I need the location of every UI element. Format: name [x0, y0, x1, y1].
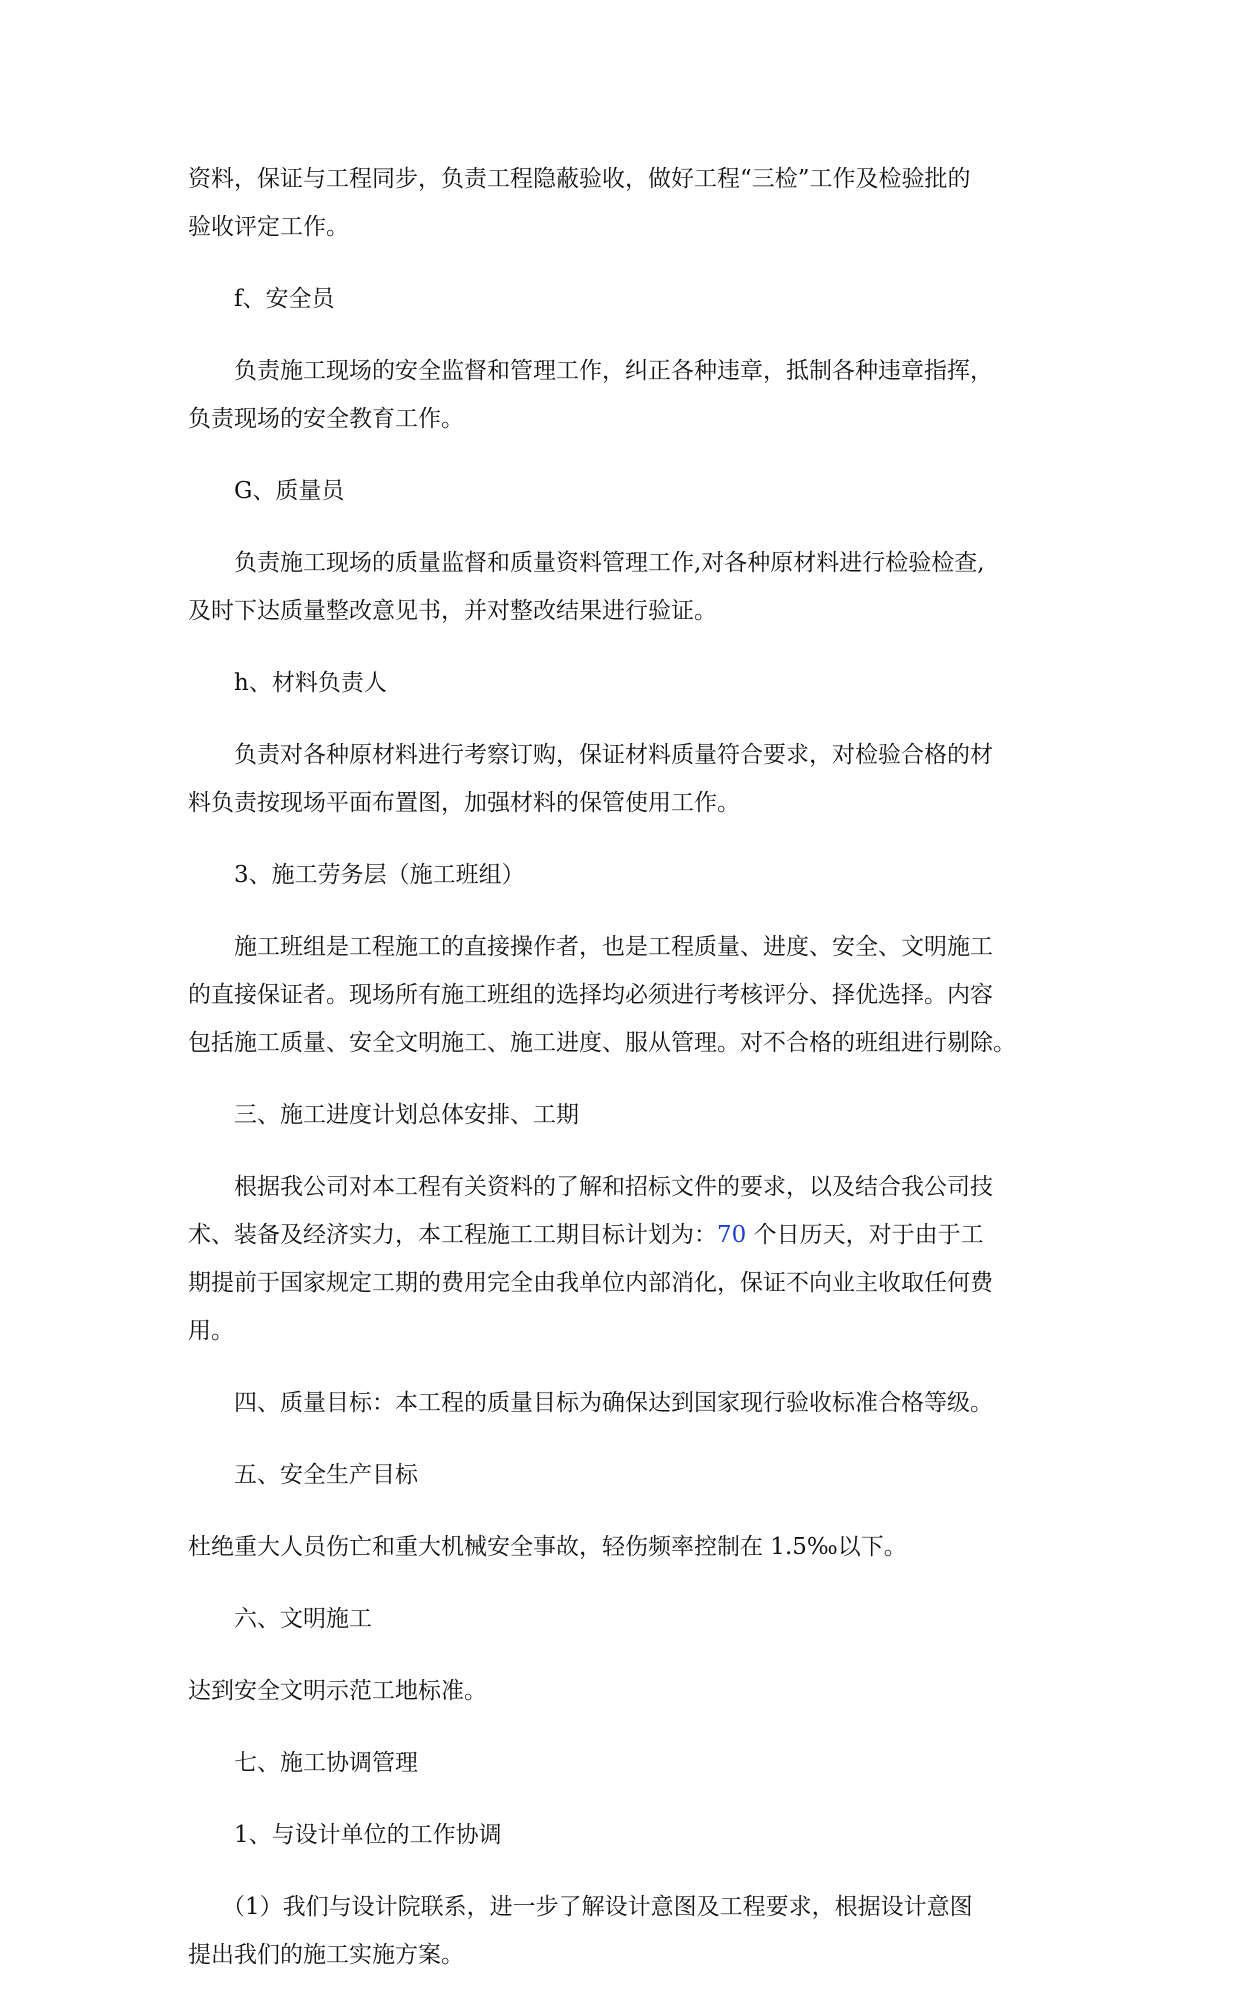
paragraph-inspection	[188, 155, 1050, 251]
heading-safety-officer: f、安全员	[234, 286, 335, 312]
text-line: （1）我们与设计院联系，进一步了解设计意图及工程要求，根据设计意图	[222, 1894, 973, 1920]
text-line: 验收评定工作。	[188, 214, 349, 240]
text-line: 提出我们的施工实施方案。	[188, 1942, 464, 1968]
paragraph-labor-layer	[188, 923, 1050, 1067]
text-line: 杜绝重大人员伤亡和重大机械安全事故，轻伤频率控制在 1.5‰以下。	[188, 1534, 907, 1560]
heading-labor-layer: 3、施工劳务层（施工班组）	[234, 862, 525, 888]
text-segment: 个日历天，对于由于工	[753, 1222, 984, 1248]
text-line: 负责现场的安全教育工作。	[188, 406, 464, 432]
text-line: 的直接保证者。现场所有施工班组的选择均必须进行考核评分、择优选择。内容	[188, 982, 993, 1008]
paragraph-design-coordination	[188, 1883, 1050, 1979]
text-line: 料负责按现场平面布置图，加强材料的保管使用工作。	[188, 790, 740, 816]
text-line: 包括施工质量、安全文明施工、施工进度、服从管理。对不合格的班组进行剔除。	[188, 1030, 1016, 1056]
text-line: 负责对各种原材料进行考察订购，保证材料质量符合要求，对检验合格的材	[234, 742, 993, 768]
text-line: 达到安全文明示范工地标准。	[188, 1678, 487, 1704]
heading-quality-target: 四、质量目标：本工程的质量目标为确保达到国家现行验收标准合格等级。	[234, 1390, 993, 1416]
heading-civilized-construction: 六、文明施工	[234, 1606, 372, 1632]
text-line: 负责施工现场的质量监督和质量资料管理工作,对各种原材料进行检验检查,	[234, 550, 985, 576]
paragraph-safety-officer	[188, 347, 1050, 443]
heading-materials-manager: h、材料负责人	[234, 670, 387, 696]
duration-days-value: 70	[717, 1222, 747, 1248]
text-line: 负责施工现场的安全监督和管理工作，纠正各种违章，抵制各种违章指挥，	[234, 358, 993, 384]
text-segment: 术、装备及经济实力，本工程施工工期目标计划为：	[188, 1222, 717, 1248]
paragraph-schedule	[188, 1163, 1050, 1355]
text-line: 期提前于国家规定工期的费用完全由我单位内部消化，保证不向业主收取任何费	[188, 1270, 993, 1296]
paragraph-materials-manager	[188, 731, 1050, 827]
paragraph-safety-target	[188, 1523, 1050, 1571]
text-line: 及时下达质量整改意见书，并对整改结果进行验证。	[188, 598, 717, 624]
paragraph-civilized-construction	[188, 1667, 1050, 1715]
heading-safety-target: 五、安全生产目标	[234, 1462, 418, 1488]
heading-design-coordination: 1、与设计单位的工作协调	[234, 1822, 502, 1848]
text-line: 资料，保证与工程同步，负责工程隐蔽验收，做好工程“三检”工作及检验批的	[188, 166, 971, 192]
text-line: 用。	[188, 1318, 234, 1344]
heading-schedule: 三、施工进度计划总体安排、工期	[234, 1102, 579, 1128]
paragraph-quality-officer	[188, 539, 1050, 635]
text-line	[188, 1211, 1050, 1259]
heading-coordination: 七、施工协调管理	[234, 1750, 418, 1776]
text-line: 施工班组是工程施工的直接操作者，也是工程质量、进度、安全、文明施工	[234, 934, 993, 960]
document-body	[188, 155, 1050, 2003]
text-line: 根据我公司对本工程有关资料的了解和招标文件的要求，以及结合我公司技	[234, 1174, 993, 1200]
heading-quality-officer: G、质量员	[234, 478, 345, 504]
